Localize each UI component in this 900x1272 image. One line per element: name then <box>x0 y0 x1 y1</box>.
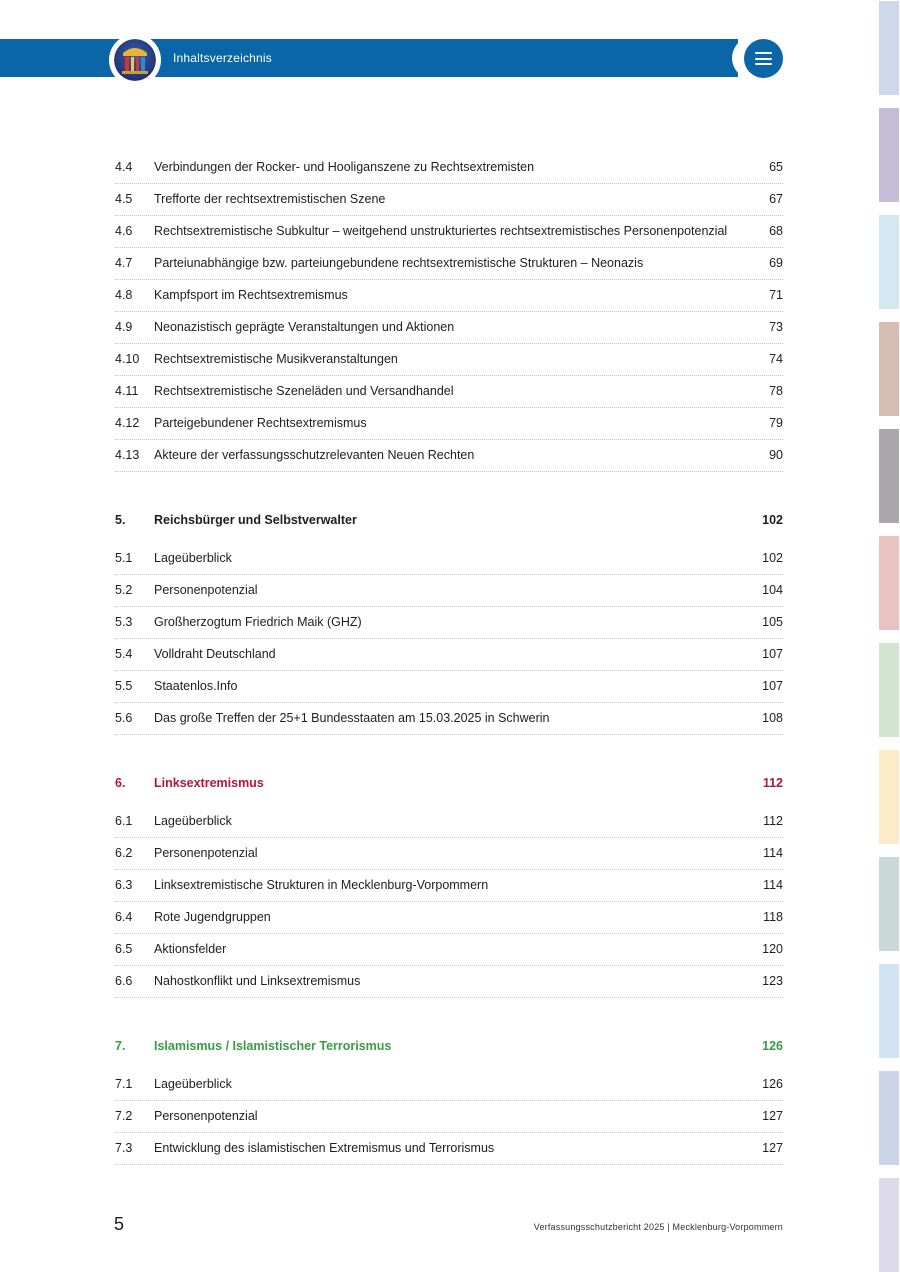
footer-text: Verfassungsschutzbericht 2025 | Mecklenburg-Vorpommern <box>533 1222 783 1232</box>
toc-number: 4.6 <box>115 224 133 238</box>
toc-title: Personenpotenzial <box>154 846 258 860</box>
toc-page: 126 <box>762 1039 783 1053</box>
toc-entry[interactable] <box>115 671 783 703</box>
toc-number: 6.3 <box>115 878 133 892</box>
toc-title: Personenpotenzial <box>154 1109 258 1123</box>
toc-number: 4.10 <box>115 352 140 366</box>
chapter-tab-12[interactable] <box>879 1178 899 1272</box>
toc-entry[interactable] <box>115 575 783 607</box>
toc-page: 105 <box>762 615 783 629</box>
toc-title: Das große Treffen der 25+1 Bundesstaaten am 15.03.2025 in Schwerin <box>154 711 550 725</box>
toc-title: Rote Jugendgruppen <box>154 910 271 924</box>
toc-number: 7.1 <box>115 1077 133 1091</box>
chapter-tab-11[interactable] <box>879 1071 899 1165</box>
chapter-tab-7[interactable] <box>879 643 899 737</box>
toc-page: 104 <box>762 583 783 597</box>
toc-number: 7.3 <box>115 1141 133 1155</box>
toc-number: 6.4 <box>115 910 133 924</box>
toc-entry[interactable] <box>115 408 783 440</box>
toc-title: Islamismus / Islamistischer Terrorismus <box>154 1039 392 1053</box>
toc-entry[interactable] <box>115 543 783 575</box>
toc-title: Lageüberblick <box>154 814 232 828</box>
toc-title: Linksextremistische Strukturen in Mecklenburg-Vorpommern <box>154 878 489 892</box>
toc-page: 127 <box>762 1109 783 1123</box>
toc-page: 71 <box>769 288 783 302</box>
toc-title: Personenpotenzial <box>154 583 258 597</box>
toc-number: 4.7 <box>115 256 133 270</box>
toc-page: 102 <box>762 551 783 565</box>
toc-number: 5.5 <box>115 679 133 693</box>
toc-title: Aktionsfelder <box>154 942 227 956</box>
toc-page: 127 <box>762 1141 783 1155</box>
page-title: Inhaltsverzeichnis <box>173 51 272 65</box>
toc-number: 5.6 <box>115 711 133 725</box>
toc-title: Linksextremismus <box>154 776 264 790</box>
toc-number: 6.1 <box>115 814 133 828</box>
toc-page: 65 <box>769 160 783 174</box>
toc-title: Volldraht Deutschland <box>154 647 276 661</box>
toc-title: Reichsbürger und Selbstverwalter <box>154 513 357 527</box>
toc-number: 7. <box>115 1039 126 1053</box>
state-emblem-icon <box>114 39 156 81</box>
toc-number: 5.2 <box>115 583 133 597</box>
toc-number: 4.9 <box>115 320 133 334</box>
toc-number: 7.2 <box>115 1109 133 1123</box>
chapter-color-tabs <box>879 0 900 1272</box>
toc-page: 112 <box>762 776 783 790</box>
toc-title: Neonazistisch geprägte Veranstaltungen und Aktionen <box>154 320 455 334</box>
toc-entry[interactable] <box>115 280 783 312</box>
toc-page: 102 <box>762 513 783 527</box>
toc-entry[interactable] <box>115 639 783 671</box>
toc-page: 126 <box>762 1077 783 1091</box>
chapter-tab-5[interactable] <box>879 429 899 523</box>
toc-page: 118 <box>763 910 783 924</box>
hamburger-menu-icon[interactable] <box>744 39 783 78</box>
toc-page: 90 <box>769 448 783 462</box>
toc-page: 120 <box>762 942 783 956</box>
toc-entry[interactable] <box>115 312 783 344</box>
toc-page: 78 <box>769 384 783 398</box>
toc-page: 107 <box>762 679 783 693</box>
toc-page: 112 <box>763 814 783 828</box>
toc-title: Nahostkonflikt und Linksextremismus <box>154 974 361 988</box>
toc-page: 69 <box>769 256 783 270</box>
toc-title: Trefforte der rechtsextremistischen Szene <box>154 192 386 206</box>
page-number: 5 <box>114 1214 125 1234</box>
toc-title: Lageüberblick <box>154 1077 232 1091</box>
toc-number: 4.8 <box>115 288 133 302</box>
toc-number: 4.11 <box>115 384 139 398</box>
toc-number: 6.6 <box>115 974 133 988</box>
toc-page: 114 <box>763 878 783 892</box>
toc-title: Verbindungen der Rocker- und Hooliganszene zu Rechtsextremisten <box>154 160 535 174</box>
chapter-tab-3[interactable] <box>879 215 899 309</box>
chapter-tab-10[interactable] <box>879 964 899 1058</box>
toc-number: 4.4 <box>115 160 133 174</box>
chapter-tab-2[interactable] <box>879 108 899 202</box>
toc-title: Entwicklung des islamistischen Extremismus und Terrorismus <box>154 1141 495 1155</box>
toc-entry[interactable] <box>115 703 783 735</box>
toc-number: 6. <box>115 776 126 790</box>
chapter-tab-6[interactable] <box>879 536 899 630</box>
toc-page: 107 <box>762 647 783 661</box>
toc-entry[interactable] <box>115 902 783 934</box>
toc-title: Kampfsport im Rechtsextremismus <box>154 288 348 302</box>
toc-chapter[interactable] <box>115 1031 783 1063</box>
toc-title: Staatenlos.Info <box>154 679 238 693</box>
toc-page: 123 <box>762 974 783 988</box>
toc-entry[interactable] <box>115 152 783 184</box>
toc-title: Rechtsextremistische Subkultur – weitgehend unstrukturiertes rechtsextremistisches Personenpotenzial <box>154 224 728 238</box>
toc-page: 67 <box>769 192 783 206</box>
chapter-tab-4[interactable] <box>879 322 899 416</box>
toc-title: Akteure der verfassungsschutzrelevanten Neuen Rechten <box>154 448 475 462</box>
toc-number: 5.3 <box>115 615 133 629</box>
toc-entry[interactable] <box>115 870 783 902</box>
toc-entry[interactable] <box>115 966 783 998</box>
toc-number: 5.1 <box>115 551 133 565</box>
toc-title: Lageüberblick <box>154 551 232 565</box>
toc-page: 114 <box>763 846 783 860</box>
toc-entry[interactable] <box>115 248 783 280</box>
toc-number: 5.4 <box>115 647 133 661</box>
toc-entry[interactable] <box>115 1133 783 1165</box>
toc-page: 73 <box>769 320 783 334</box>
toc-number: 6.2 <box>115 846 133 860</box>
toc-page: 79 <box>769 416 783 430</box>
chapter-tab-9[interactable] <box>879 857 899 951</box>
toc-entry[interactable] <box>115 216 783 248</box>
toc-title: Parteiunabhängige bzw. parteiungebundene rechtsextremistische Strukturen – Neonazis <box>154 256 644 270</box>
toc-number: 4.12 <box>115 416 140 430</box>
toc-title: Parteigebundener Rechtsextremismus <box>154 416 367 430</box>
toc-number: 5. <box>115 513 126 527</box>
toc-number: 4.5 <box>115 192 133 206</box>
toc-number: 6.5 <box>115 942 133 956</box>
toc-entry[interactable] <box>115 184 783 216</box>
toc-entry[interactable] <box>115 1069 783 1101</box>
toc-title: Rechtsextremistische Szeneläden und Versandhandel <box>154 384 454 398</box>
toc-number: 4.13 <box>115 448 140 462</box>
toc-page: 68 <box>769 224 783 238</box>
toc-entry[interactable] <box>115 607 783 639</box>
toc-entry[interactable] <box>115 838 783 870</box>
toc-entry[interactable] <box>115 934 783 966</box>
toc-chapter[interactable] <box>115 505 783 537</box>
toc-entry[interactable] <box>115 376 783 408</box>
toc-entry[interactable] <box>115 344 783 376</box>
toc-entry[interactable] <box>115 1101 783 1133</box>
toc-entry[interactable] <box>115 440 783 472</box>
toc-title: Großherzogtum Friedrich Maik (GHZ) <box>154 615 362 629</box>
toc-chapter[interactable] <box>115 768 783 800</box>
chapter-tab-1[interactable] <box>879 1 899 95</box>
toc-title: Rechtsextremistische Musikveranstaltungen <box>154 352 398 366</box>
chapter-tab-8[interactable] <box>879 750 899 844</box>
toc-page: 74 <box>769 352 783 366</box>
toc-entry[interactable] <box>115 806 783 838</box>
toc-page: 108 <box>762 711 783 725</box>
